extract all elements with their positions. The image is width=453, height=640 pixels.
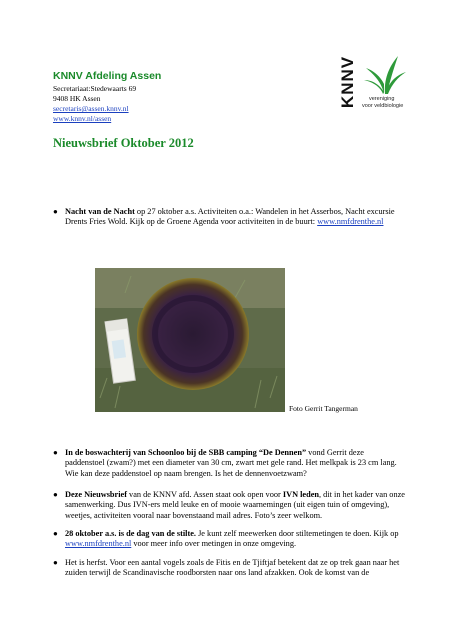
bullet-icon: ●: [53, 529, 58, 538]
plant-icon: [362, 54, 408, 96]
item-text: Het is herfst. Voor een aantal vogels zoals de Fitis en de Tjiftjaf betekent dat ze op trek gaan naar het zuiden terwijl de Scandinavische roodborsten naar ons land afzakken. Ook de komst van de: [65, 558, 400, 578]
item-text: voor meer info over metingen in onze omgeving.: [131, 539, 297, 549]
website-link[interactable]: www.knnv.nl/assen: [53, 114, 112, 123]
item-emphasis: IVN leden: [282, 490, 320, 499]
bullet-icon: ●: [53, 207, 58, 216]
logo-tagline: vereniging: [369, 96, 395, 102]
org-name: KNNV Afdeling Assen: [53, 70, 162, 82]
item-text: Je kunt zelf meewerken door stiltemetingen te doen. Kijk op: [196, 529, 399, 538]
logo-wordmark: KNNV: [338, 52, 358, 112]
bullet-icon: ●: [53, 490, 58, 499]
item-text: vond Gerrit deze paddenstoel (zwam?) met een diameter van 30 cm, zwart met gele rand. Het melkpak is 23 cm lang. Wie kan deze paddenstoel op naam brengen. Is het de dennenvoetzwam?: [65, 448, 397, 478]
item-heading: Deze Nieuwsbrief: [65, 490, 127, 499]
mushroom-photo: [95, 268, 285, 412]
nmf-link[interactable]: www.nmfdrenthe.nl: [317, 217, 384, 227]
newsletter-title: Nieuwsbrief Oktober 2012: [53, 136, 194, 150]
item-heading: 28 oktober a.s. is de dag van de stilte.: [65, 529, 196, 538]
item-text: van de KNNV afd. Assen staat ook open voor: [126, 490, 283, 499]
item-text: , dit in het kader van onze samenwerking. Dus IVN-ers meld leuke en of mooie waarnemingen (uit eigen tuin of omgeving), weetjes, activiteiten vooral naar bovenstaand mail adres. Foto’s zeer welkom.: [65, 490, 405, 520]
email-link[interactable]: secretaris@assen.knnv.nl: [53, 104, 129, 113]
bullet-icon: ●: [53, 448, 58, 457]
bullet-icon: ●: [53, 558, 58, 567]
address-line: Secretariaat:Stedewaarts 69: [53, 84, 137, 93]
item-heading: Nacht van de Nacht: [65, 207, 135, 216]
item-text: op 27 oktober a.s. Activiteiten o.a.: Wandelen in het Asserbos, Nacht excursie Drents Fries Wold. Kijk op de Groene Agenda voor activiteiten in de buurt:: [65, 207, 395, 227]
nmf-link[interactable]: www.nmfdrenthe.nl: [65, 539, 132, 549]
knnv-logo: [338, 52, 410, 112]
postal-line: 9408 HK Assen: [53, 94, 101, 103]
logo-tagline: voor veldbiologie: [362, 103, 404, 109]
photo-caption: Foto Gerrit Tangerman: [289, 404, 358, 413]
item-heading: In de boswachterij van Schoonloo bij de SBB camping “De Dennen”: [65, 448, 307, 457]
